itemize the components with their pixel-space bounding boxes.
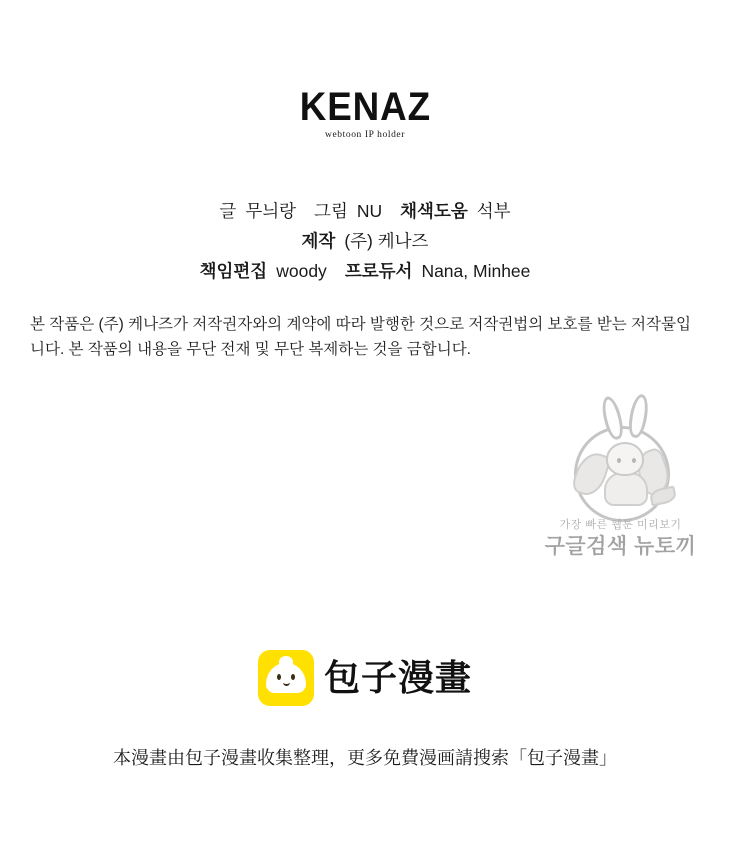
copyright-notice: 본 작품은 (주) 케나즈가 저작권자와의 계약에 따라 발행한 것으로 저작권법의 보호를 받는 저작물입니다. 본 작품의 내용을 무단 전재 및 무단 복제하는 것을 금합니다. [30, 316, 691, 358]
credit-name-writer: 무늬랑 [245, 201, 297, 221]
publisher-logo [0, 86, 730, 140]
credit-role-art: 그림 [314, 201, 348, 221]
publisher-logo-wordmark: KENAZ [299, 85, 431, 129]
baozi-bun-icon [258, 650, 314, 706]
baozi-footer-note: 本漫畫由包子漫畫收集整理，更多免費漫画請搜索「包子漫畫」 [113, 748, 617, 768]
bunny-fairy-mascot-icon [546, 404, 696, 524]
credit-name-editor: woody [276, 261, 327, 281]
credit-role-producer: 프로듀서 [344, 261, 413, 281]
credit-name-producer: Nana, Minhee [421, 261, 531, 281]
baozi-banner [0, 650, 730, 706]
credit-role-color: 채색도움 [400, 201, 468, 221]
credit-role-production: 제작 [301, 231, 336, 251]
credits-line-2 [0, 226, 730, 256]
watermark-tagline: 가장 빠른 웹툰 미리보기 [559, 519, 682, 531]
credit-name-production: (주) 케나즈 [344, 231, 429, 251]
credit-role-editor: 책임편집 [199, 261, 268, 281]
credit-name-art: NU [356, 201, 383, 221]
site-watermark [538, 404, 703, 564]
publisher-logo-subtitle: webtoon IP holder [324, 130, 406, 140]
watermark-brand: 구글검색 뉴토끼 [544, 535, 697, 558]
credit-role-writer: 글 [219, 201, 237, 221]
credits-block [0, 196, 730, 286]
credit-name-color: 석부 [476, 201, 511, 221]
credits-line-3 [0, 256, 730, 286]
baozi-brand-label: 包子漫畫 [323, 657, 472, 698]
credits-line-1 [0, 196, 730, 226]
